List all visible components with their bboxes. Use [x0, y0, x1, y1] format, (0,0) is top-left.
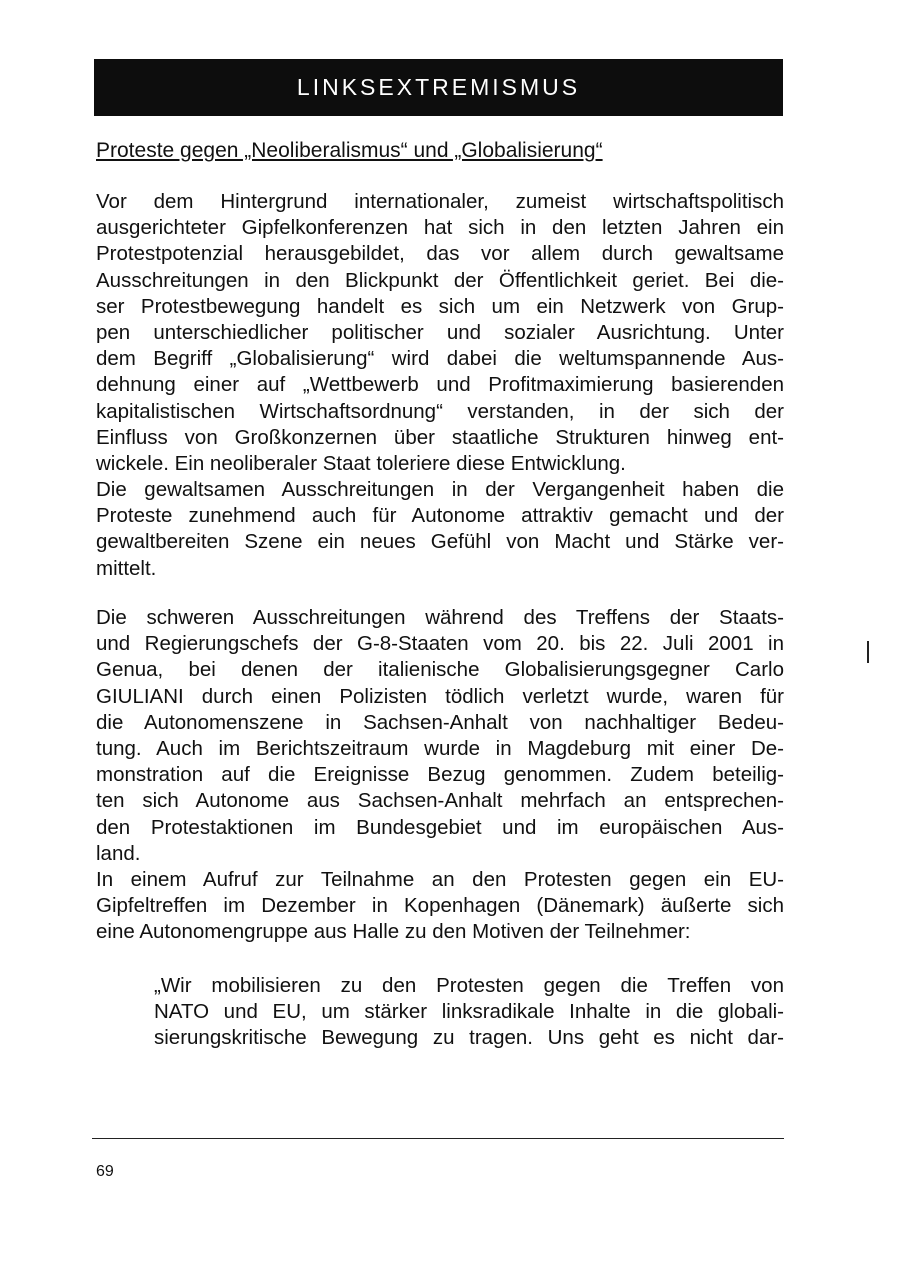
chapter-header-bar — [94, 59, 783, 116]
section-heading: Proteste gegen „Neoliberalismus“ und „Globalisierung“ — [96, 139, 603, 162]
text-line: monstration auf die Ereignisse Bezug genommen. Zudem beteilig- — [96, 763, 784, 787]
text-line: dehnung einer auf „Wettbewerb und Profitmaximierung basierenden — [96, 373, 784, 397]
text-line: Die schweren Ausschreitungen während des Treffens der Staats- — [96, 606, 784, 629]
text-line: die Autonomenszene in Sachsen-Anhalt von nachhaltiger Bedeu- — [96, 710, 784, 734]
text-line: In einem Aufruf zur Teilnahme an den Protesten gegen ein EU- — [96, 867, 784, 891]
page-number: 69 — [96, 1163, 114, 1180]
quote-line: „Wir mobilisieren zu den Protesten gegen die Treffen von — [154, 974, 784, 997]
text-line: mittelt. — [96, 556, 157, 580]
footer-divider — [92, 1138, 784, 1139]
text-line: pen unterschiedlicher politischer und sozialer Ausrichtung. Unter — [96, 320, 784, 344]
quote-line: NATO und EU, um stärker linksradikale Inhalte in die globali- — [154, 1000, 784, 1024]
text-line: wickele. Ein neoliberaler Staat toleriere diese Entwicklung. — [96, 451, 626, 475]
text-line: GIULIANI durch einen Polizisten tödlich verletzt wurde, waren für — [96, 684, 784, 708]
quote-line: sierungskritische Bewegung zu tragen. Uns geht es nicht dar- — [154, 1026, 784, 1050]
text-line: ten sich Autonome aus Sachsen-Anhalt mehrfach an entsprechen- — [96, 789, 784, 813]
chapter-title: LINKSEXTREMISMUS — [296, 74, 581, 100]
margin-change-bar — [867, 641, 869, 663]
text-line: den Protestaktionen im Bundesgebiet und im europäischen Aus- — [96, 815, 784, 839]
text-line: tung. Auch im Berichtszeitraum wurde in Magdeburg mit einer De- — [96, 736, 784, 760]
text-line: ausgerichteter Gipfelkonferenzen hat sich in den letzten Jahren ein — [96, 216, 784, 240]
text-line: Gipfeltreffen im Dezember in Kopenhagen (Dänemark) äußerte sich — [96, 894, 784, 918]
paragraph-1 — [96, 189, 784, 582]
text-line: eine Autonomengruppe aus Halle zu den Motiven der Teilnehmer: — [96, 920, 691, 944]
text-line: Proteste zunehmend auch für Autonome attraktiv gemacht und der — [96, 504, 784, 528]
text-line: ser Protestbewegung handelt es sich um ein Netzwerk von Grup- — [96, 294, 784, 318]
text-line: dem Begriff „Globalisierung“ wird dabei die weltumspannende Aus- — [96, 347, 784, 371]
text-line: und Regierungschefs der G-8-Staaten vom 20. bis 22. Juli 2001 in — [96, 632, 784, 656]
text-line: Protestpotenzial herausgebildet, das vor allem durch gewaltsame — [96, 242, 784, 266]
text-line: Genua, bei denen der italienische Globalisierungsgegner Carlo — [96, 658, 784, 682]
quote-block — [154, 973, 784, 1052]
text-line: Die gewaltsamen Ausschreitungen in der Vergangenheit haben die — [96, 478, 784, 502]
text-line: Vor dem Hintergrund internationaler, zumeist wirtschaftspolitisch — [96, 190, 784, 213]
text-line: land. — [96, 841, 141, 865]
text-line: gewaltbereiten Szene ein neues Gefühl von Macht und Stärke ver- — [96, 530, 784, 554]
paragraph-3 — [96, 605, 784, 945]
text-line: kapitalistischen Wirtschaftsordnung“ verstanden, in der sich der — [96, 399, 784, 423]
text-line: Einfluss von Großkonzernen über staatliche Strukturen hinweg ent- — [96, 425, 784, 449]
text-line: Ausschreitungen in den Blickpunkt der Öffentlichkeit geriet. Bei die- — [96, 268, 784, 292]
